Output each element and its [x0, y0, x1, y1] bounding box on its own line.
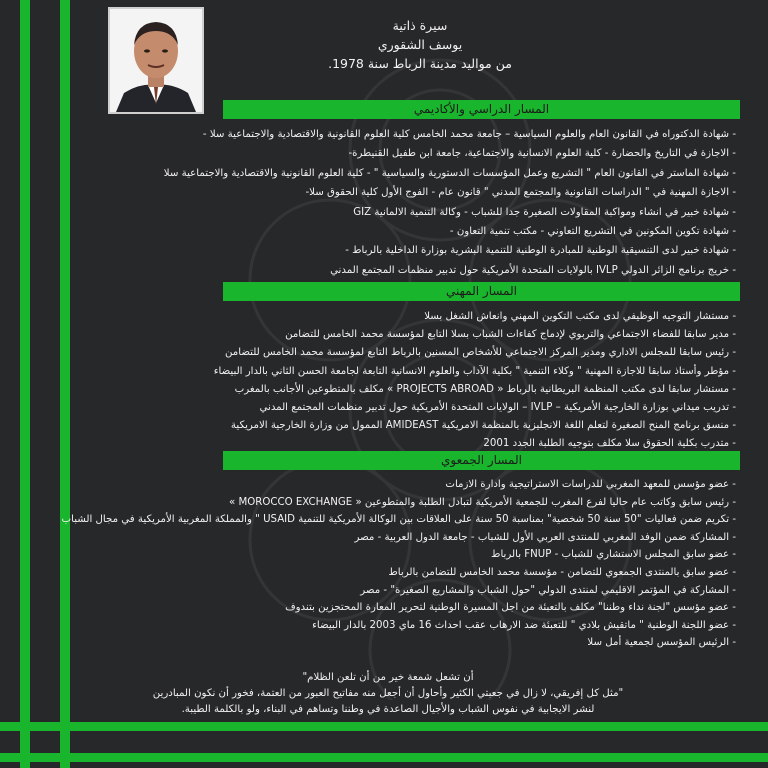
list-item: - عضو اللجنة الوطنية " ماتقيش بلادي " للتعبئة ضد الارهاب عقب احداث 16 ماي 2003 بالدار البيضاء — [312, 619, 736, 631]
birth-info: من مواليد مدينة الرباط سنة 1978. — [328, 56, 512, 71]
section-associative-title: المسار الجمعوي — [223, 451, 740, 470]
list-item: - شهادة خبير لدى التنسيقية الوطنية للمبادرة الوطنية للتنمية البشرية بوزارة الداخلية بالرباط - — [345, 245, 736, 257]
list-item: - متدرب بكلية الحقوق سلا مكلف بتوجيه الطلبة الجدد 2001 — [483, 438, 736, 450]
list-item: - المشاركة ضمن الوفد المغربي للمنتدى العربي الأول للشباب - جامعة الدول العربية - مصر — [354, 531, 736, 543]
list-item: - تكريم ضمن فعاليات "50 سنة 50 شخصية" بمناسبة 50 سنة على العلاقات بين الوكالة الأمريكية للتنمية USAID " والمملكة المغربية الأمريكية في مجال الشباب — [61, 514, 736, 526]
list-item: - تدريب ميداني بوزارة الخارجية الأمريكية – IVLP – الولايات المتحدة الأمريكية حول تدبير منظمات المجتمع المدني — [259, 402, 736, 414]
profile-photo — [108, 7, 204, 114]
bottom-green-stripe-lower — [0, 753, 768, 762]
list-item: - عضو مؤسس للمعهد المغربي للدراسات الاستراتيجية وادارة الازمات — [445, 479, 736, 490]
list-item: - مستشار سابقا لدى مكتب المنظمة البريطانية بالرباط « PROJECTS ABROAD » مكلف بالمتطوعين الأجانب بالمغرب — [234, 383, 736, 395]
list-item: - عضو سابق المجلس الاستشاري للشباب - FNUP بالرباط — [491, 549, 736, 561]
list-item: - الرئيس المؤسس لجمعية أمل سلا — [587, 637, 736, 649]
portrait-illustration — [110, 9, 202, 112]
list-item: - شهادة الدكتوراه في القانون العام والعلوم السياسية – جامعة محمد الخامس كلية العلوم القانونية والاقتصادية والاجتماعية سلا - — [202, 129, 736, 140]
list-item: - شهادة الماستر في القانون العام " التشريع وعمل المؤسسات الدستورية والسياسية " - كلية العلوم القانونية والاقتصادية والاجتماعية سلا — [163, 167, 736, 179]
list-item: - شهادة خبير في انشاء ومواكبة المقاولات الصغيرة جدا للشباب - وكالة التنمية الالمانية GIZ — [353, 206, 736, 218]
closing-quote — [48, 670, 728, 718]
list-item: - منسق برنامج المنح الصغيرة لتعلم اللغة الانجليزية بالمنظمة الامريكية AMIDEAST الممول من وزارة الخارجية الامريكية — [230, 420, 736, 432]
left-green-stripe-inner — [60, 0, 70, 768]
section-professional-title: المسار المهني — [223, 282, 740, 301]
list-item: - المشاركة في المؤتمر الاقليمي لمنتدى الدولي "حول الشباب والمشاريع الصغيرة" - مصر — [360, 584, 736, 596]
list-item: - مدير سابقا للفضاء الاجتماعي والتربوي لإدماج كفاءات الشباب بسلا التابع لمؤسسة محمد الخامس للتضامن — [285, 329, 736, 341]
section-associative-list — [56, 476, 736, 652]
list-item: - خريج برنامج الزائر الدولي IVLP بالولايات المتحدة الأمريكية حول تدبير منظمات المجتمع المدني — [330, 264, 736, 276]
list-item: - عضو سابق بالمنتدى الجمعوي للتضامن - مؤسسة محمد الخامس للتضامن بالرباط — [388, 566, 736, 578]
left-green-stripe-outer — [20, 0, 30, 768]
list-item: - مؤطر وأستاذ سابقا للاجازة المهنية " وكلاء التنمية " بكلية الآداب والعلوم الانسانية التابعة لجامعة الحسن الثاني بالدار البيضاء — [213, 365, 736, 377]
header — [300, 16, 540, 73]
section-academic-list — [96, 125, 736, 280]
list-item: - عضو مؤسس "لجنة نداء وطننا" مكلف بالتعبئة من اجل المسيرة الوطنية لتحرير المعارة المحتجزين بتندوف — [285, 602, 736, 614]
quote-line: أن تشعل شمعة خير من أن تلعن الظلام" — [302, 672, 474, 683]
list-item: - الاجازة في التاريخ والحضارة - كلية العلوم الانسانية والاجتماعية، جامعة ابن طفيل القنيطرة- — [348, 148, 736, 160]
quote-line: لنشر الايجابية في نفوس الشباب والأجيال الصاعدة في وطننا وتساهم في البناء، ولو بالكلمة الطيبة. — [181, 704, 595, 715]
section-professional-list — [96, 308, 736, 454]
document-title: سيرة ذاتية — [392, 18, 448, 33]
bottom-green-stripe-upper — [0, 722, 768, 731]
list-item: - رئيس سابق وكاتب عام حاليا لفرع المغرب للجمعية الأمريكية لتبادل الطلبة والمتطوعين « MOROCCO EXCHANGE » — [228, 496, 736, 508]
person-name: يوسف الشقوري — [377, 37, 463, 52]
section-academic-title: المسار الدراسي والأكاديمي — [223, 100, 740, 119]
list-item: - شهادة تكوين المكونين في التشريع التعاوني - مكتب تنمية التعاون - — [449, 226, 736, 238]
list-item: - رئيس سابقا للمجلس الاداري ومدير المركز الاجتماعي للأشخاص المسنين بالرباط التابع لمؤسسة محمد الخامس للتضامن — [225, 347, 736, 359]
list-item: - مستشار التوجيه الوظيفي لدى مكتب التكوين المهني وانعاش الشغل بسلا — [424, 311, 736, 322]
list-item: - الاجازة المهنية في " الدراسات القانونية والمجتمع المدني " قانون عام - الفوج الأول كلية الحقوق سلا- — [305, 187, 736, 199]
quote-line: "مثل كل إفريقي، لا زال في جعبتي الكثير وأحاول أن أجعل منه مفاتيح العبور من العتمة، فخور أن نكون المبادرين — [152, 688, 624, 699]
